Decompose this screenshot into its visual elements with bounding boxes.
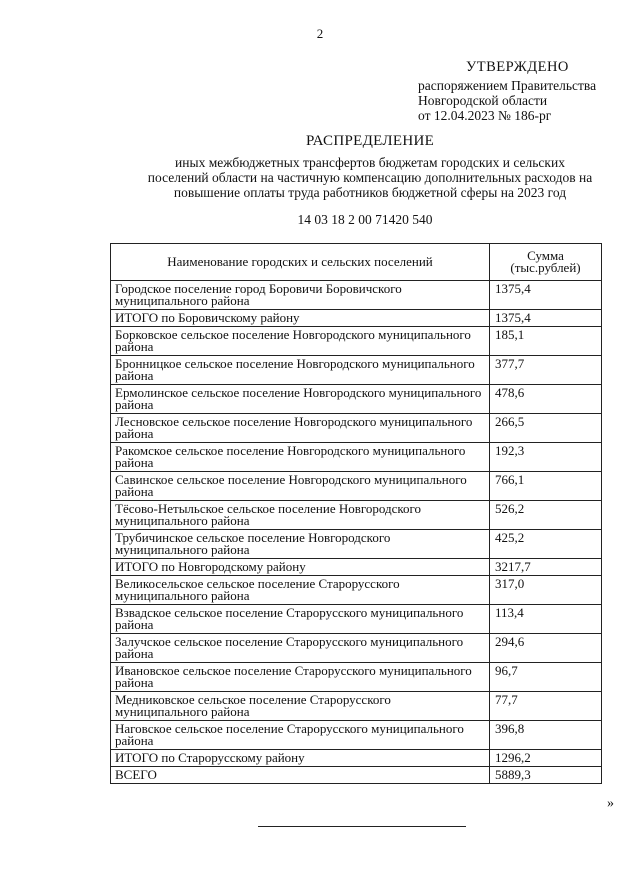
- header-settlement-name: Наименование городских и сельских поселений: [111, 244, 490, 281]
- total-label: ИТОГО по Новгородскому району: [111, 559, 490, 576]
- settlement-name: Наговское сельское поселение Старорусского муниципального района: [111, 721, 490, 750]
- document-title: РАСПРЕДЕЛЕНИЕ: [305, 133, 435, 149]
- settlement-name: Городское поселение город Боровичи Боровичского муниципального района: [111, 281, 490, 310]
- settlement-sum: 96,7: [490, 663, 602, 692]
- page-number: 2: [316, 26, 324, 41]
- settlement-name: Бронницкое сельское поселение Новгородского муниципального района: [111, 356, 490, 385]
- table-header-row: [111, 244, 602, 281]
- subtitle-line-1: иных межбюджетных трансфертов бюджетам городских и сельских: [175, 155, 565, 170]
- table-row: [111, 692, 602, 721]
- total-sum: 1296,2: [490, 750, 602, 767]
- settlement-sum: 294,6: [490, 634, 602, 663]
- approval-block: [418, 60, 618, 123]
- header-sum-unit: (тыс.рублей): [510, 260, 581, 275]
- settlement-name: Взвадское сельское поселение Старорусского муниципального района: [111, 605, 490, 634]
- table-row-total: [111, 310, 602, 327]
- table-row: [111, 385, 602, 414]
- closing-quote-mark: »: [607, 796, 614, 811]
- settlement-name: Ивановское сельское поселение Старорусского муниципального района: [111, 663, 490, 692]
- subtitle-line-3: повышение оплаты труда работников бюджетной сферы на 2023 год: [173, 185, 567, 200]
- table-row: [111, 605, 602, 634]
- settlement-sum: 113,4: [490, 605, 602, 634]
- settlement-name: Тёсово-Нетыльское сельское поселение Новгородского муниципального района: [111, 501, 490, 530]
- table-row: [111, 443, 602, 472]
- table-row: [111, 530, 602, 559]
- settlement-sum: 317,0: [490, 576, 602, 605]
- settlement-name: Лесновское сельское поселение Новгородского муниципального района: [111, 414, 490, 443]
- table-row: [111, 327, 602, 356]
- settlement-name: Ракомское сельское поселение Новгородского муниципального района: [111, 443, 490, 472]
- table-row: [111, 501, 602, 530]
- approval-title: УТВЕРЖДЕНО: [466, 59, 569, 75]
- table-row: [111, 663, 602, 692]
- settlement-name: Великосельское сельское поселение Старорусского муниципального района: [111, 576, 490, 605]
- table-row: [111, 356, 602, 385]
- table-row: [111, 576, 602, 605]
- grand-total-label: ВСЕГО: [111, 767, 490, 784]
- table-row-total: [111, 750, 602, 767]
- table-row-grand-total: [111, 767, 602, 784]
- table-row: [111, 634, 602, 663]
- document-subtitle: [110, 155, 630, 200]
- grand-total-sum: 5889,3: [490, 767, 602, 784]
- header-sum: [490, 244, 602, 281]
- settlement-sum: 425,2: [490, 530, 602, 559]
- subtitle-line-2: поселений области на частичную компенсацию дополнительных расходов на: [147, 170, 593, 185]
- total-sum: 3217,7: [490, 559, 602, 576]
- settlement-sum: 396,8: [490, 721, 602, 750]
- settlement-name: Борковское сельское поселение Новгородского муниципального района: [111, 327, 490, 356]
- settlement-name: Залучское сельское поселение Старорусского муниципального района: [111, 634, 490, 663]
- total-label: ИТОГО по Старорусскому району: [111, 750, 490, 767]
- settlement-sum: 77,7: [490, 692, 602, 721]
- settlement-sum: 526,2: [490, 501, 602, 530]
- table-row: [111, 721, 602, 750]
- total-sum: 1375,4: [490, 310, 602, 327]
- settlement-sum: 185,1: [490, 327, 602, 356]
- settlement-sum: 377,7: [490, 356, 602, 385]
- budget-code: 14 03 18 2 00 71420 540: [297, 212, 433, 227]
- table-row: [111, 414, 602, 443]
- settlement-name: Савинское сельское поселение Новгородского муниципального района: [111, 472, 490, 501]
- approval-line-1: распоряжением Правительства: [418, 78, 597, 93]
- settlement-sum: 478,6: [490, 385, 602, 414]
- bottom-divider: [258, 826, 466, 827]
- total-label: ИТОГО по Боровичскому району: [111, 310, 490, 327]
- approval-line-2: Новгородской области: [418, 93, 548, 108]
- approval-line-3: от 12.04.2023 № 186-рг: [418, 108, 552, 123]
- settlement-sum: 1375,4: [490, 281, 602, 310]
- header-sum-label: Сумма: [527, 248, 564, 263]
- distribution-table: [110, 243, 602, 784]
- table-row-total: [111, 559, 602, 576]
- settlement-name: Медниковское сельское поселение Старорусского муниципального района: [111, 692, 490, 721]
- settlement-name: Трубичинское сельское поселение Новгородского муниципального района: [111, 530, 490, 559]
- settlement-sum: 766,1: [490, 472, 602, 501]
- settlement-sum: 192,3: [490, 443, 602, 472]
- table-row: [111, 472, 602, 501]
- table-row: [111, 281, 602, 310]
- settlement-sum: 266,5: [490, 414, 602, 443]
- settlement-name: Ермолинское сельское поселение Новгородского муниципального района: [111, 385, 490, 414]
